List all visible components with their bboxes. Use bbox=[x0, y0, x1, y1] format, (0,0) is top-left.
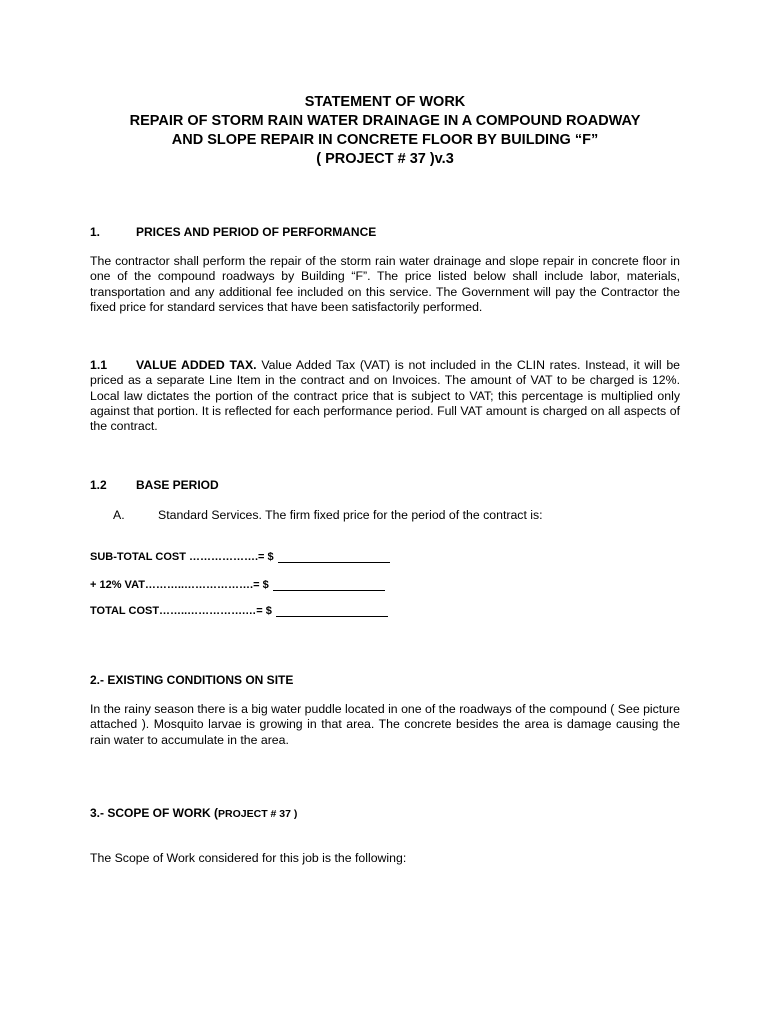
total-cost-blank[interactable] bbox=[276, 604, 388, 617]
vat-cost-blank[interactable] bbox=[273, 578, 385, 591]
total-cost-label: TOTAL COST……..…………….…= $ bbox=[90, 605, 272, 617]
section-3-title: 3.- SCOPE OF WORK ( bbox=[90, 806, 219, 820]
subtotal-cost-label: SUB-TOTAL COST ……………….= $ bbox=[90, 551, 274, 563]
section-2-body: In the rainy season there is a big water puddle located in one of the roadways of the compound ( See picture attached ). Mosquito larvae is growing in that area. The concrete besides the area is damage causing the rain water to accumulate in the area. bbox=[90, 702, 680, 747]
section-2-heading: 2.- EXISTING CONDITIONS ON SITE bbox=[90, 673, 294, 687]
title-line-4: ( PROJECT # 37 )v.3 bbox=[316, 151, 454, 167]
section-3-body: The Scope of Work considered for this job is the following: bbox=[90, 851, 407, 865]
title-line-2: REPAIR OF STORM RAIN WATER DRAINAGE IN A COMPOUND ROADWAY bbox=[129, 113, 641, 129]
section-1-1-body: Value Added Tax (VAT) is not included in the CLIN rates. Instead, it will be priced as a separate Line Item in the contract and on Invoices. The amount of VAT to be charged is 12%. Local law dictates the portion of the contract price that is subject to VAT; this percentage is multiplied only against that portion. It is reflected for each performance period. Full VAT amount is charged on all aspects of the contract. bbox=[90, 358, 680, 434]
standard-services-item bbox=[113, 508, 543, 522]
item-letter: A. bbox=[113, 508, 125, 522]
section-3-project: PROJECT # 37 ) bbox=[218, 808, 298, 820]
section-1-title: PRICES AND PERIOD OF PERFORMANCE bbox=[136, 225, 377, 239]
section-1-1-paragraph bbox=[90, 358, 680, 434]
vat-cost-row bbox=[90, 578, 385, 591]
subtotal-cost-row bbox=[90, 550, 390, 563]
section-1-1-lead: VALUE ADDED TAX. bbox=[136, 358, 257, 372]
title-line-3: AND SLOPE REPAIR IN CONCRETE FLOOR BY BUILDING “F” bbox=[171, 132, 599, 148]
subtotal-cost-blank[interactable] bbox=[278, 550, 390, 563]
document-title bbox=[90, 93, 680, 169]
section-1-2-number: 1.2 bbox=[90, 478, 107, 492]
section-1-2-title: BASE PERIOD bbox=[136, 478, 219, 492]
section-1-number: 1. bbox=[90, 225, 101, 239]
section-1-1-number: 1.1 bbox=[90, 358, 108, 372]
total-cost-row bbox=[90, 604, 388, 617]
item-text: Standard Services. The firm fixed price for the period of the contract is: bbox=[158, 508, 543, 522]
section-1-heading bbox=[90, 225, 376, 239]
vat-cost-label: + 12% VAT………..……………….= $ bbox=[90, 579, 269, 591]
title-line-1: STATEMENT OF WORK bbox=[304, 94, 466, 110]
section-1-body: The contractor shall perform the repair of the storm rain water drainage and slope repair in concrete floor in one of the compound roadways by Building “F”. The price listed below shall include labor, materials, transportation and any additional fee included on this service. The Government will pay the Contractor the fixed price for standard services that have been satisfactorily performed. bbox=[90, 254, 680, 314]
section-1-2-heading bbox=[90, 478, 219, 492]
section-3-heading bbox=[90, 806, 297, 820]
